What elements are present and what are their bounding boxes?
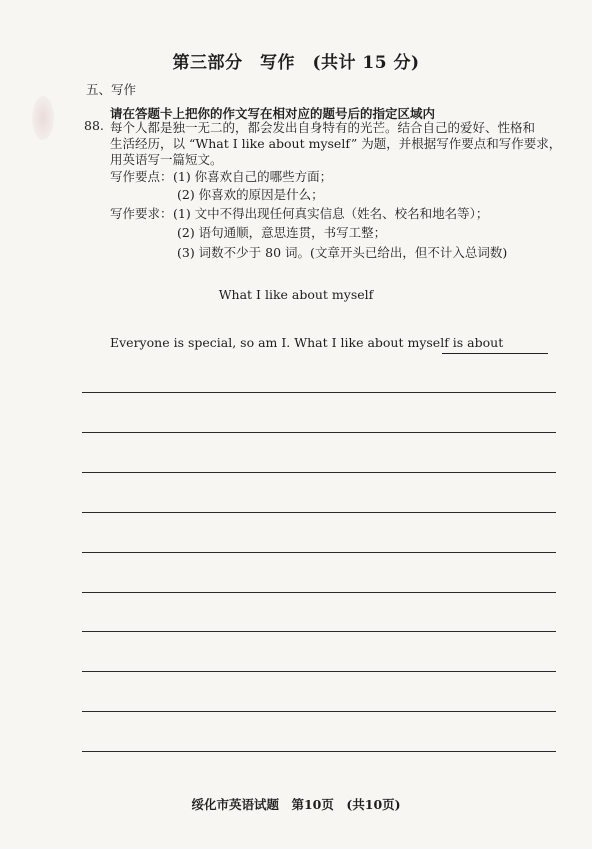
requirement-item: (3) 词数不少于 80 词。(文章开头已给出，但不计入总词数): [177, 245, 508, 260]
writing-line[interactable]: [82, 592, 556, 593]
page-footer: 绥化市英语试题 第10页 (共10页): [191, 797, 401, 812]
question-text-line: 每个人都是独一无二的，都会发出自身特有的光芒。结合自己的爱好、性格和: [110, 120, 536, 135]
answer-blank[interactable]: [442, 353, 548, 354]
writing-line[interactable]: [82, 512, 556, 513]
writing-line[interactable]: [82, 671, 556, 672]
point-item: (1) 你喜欢自己的哪些方面；: [173, 169, 333, 184]
requirements-label: 写作要求：: [110, 206, 173, 221]
essay-opening: Everyone is special, so am I. What I like about myself is about: [110, 335, 504, 350]
points-label: 写作要点：: [110, 169, 173, 184]
writing-line[interactable]: [82, 711, 556, 712]
question-text-line: 用英语写一篇短文。: [110, 152, 223, 167]
writing-line[interactable]: [82, 552, 556, 553]
writing-line[interactable]: [82, 432, 556, 433]
question-number: 88.: [84, 118, 104, 133]
point-item: (2) 你喜欢的原因是什么；: [177, 187, 324, 202]
essay-title: What I like about myself: [218, 287, 374, 302]
answer-instruction: 请在答题卡上把你的作文写在相对应的题号后的指定区域内: [110, 106, 436, 121]
question-text-line: 生活经历，以 “What I like about myself” 为题，并根据写作要点和写作要求，: [110, 136, 562, 151]
section-heading: 五、写作: [86, 82, 137, 97]
writing-line[interactable]: [82, 631, 556, 632]
requirement-item: (2) 语句通顺，意思连贯，书写工整；: [177, 225, 387, 240]
writing-line[interactable]: [82, 472, 556, 473]
requirement-item: (1) 文中不得出现任何真实信息（姓名、校名和地名等）；: [173, 206, 489, 221]
writing-line[interactable]: [82, 392, 556, 393]
page-title: 第三部分 写作 (共计 15 分): [172, 53, 420, 73]
paper-smudge: [32, 96, 54, 140]
writing-line[interactable]: [82, 751, 556, 752]
